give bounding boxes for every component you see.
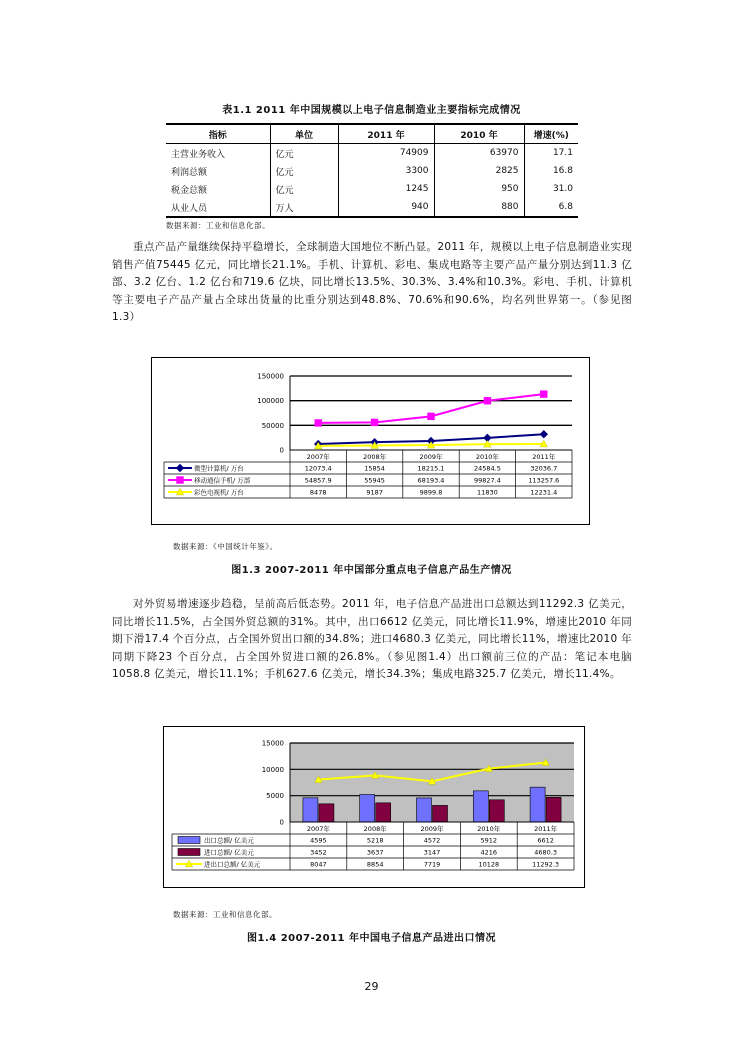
table-cell: 31.0 [552, 184, 573, 194]
table-cell: 63970 [434, 144, 524, 163]
data-label: 6612 [537, 836, 554, 845]
bar [417, 798, 432, 822]
data-label: 4572 [423, 836, 441, 845]
data-label: 12231.4 [530, 488, 558, 497]
y-tick-label: 5000 [266, 792, 284, 801]
data-label: 11292.3 [532, 860, 560, 869]
data-label: 113257.6 [528, 476, 560, 485]
data-point [484, 398, 490, 404]
table-cell: 880 [434, 198, 524, 217]
table-header-cell: 2010 年 [434, 124, 524, 144]
data-label: 3147 [423, 848, 441, 857]
data-label: 5912 [480, 836, 498, 845]
table-cell: 万人 [270, 198, 338, 217]
chart-production [151, 357, 590, 525]
table-source: 数据来源：工业和信息化部。 [166, 221, 270, 230]
bar [360, 795, 375, 822]
legend-swatch [178, 849, 200, 856]
table-cell: 利润总额 [166, 162, 270, 180]
table-cell: 从业人员 [166, 198, 270, 217]
paragraph-trade [112, 596, 632, 684]
y-tick-label: 15000 [261, 739, 284, 748]
table-cell: 税金总额 [166, 180, 270, 198]
legend-label: 进口总额/ 亿美元 [204, 848, 254, 857]
table-cell: 74909 [338, 144, 434, 163]
table-row [166, 198, 578, 217]
data-label: 3452 [310, 848, 327, 857]
bar [530, 787, 545, 822]
figure-source: 数据来源：《中国统计年鉴》。 [173, 542, 278, 551]
bar [546, 797, 561, 822]
legend-marker [177, 465, 184, 472]
data-label: 54857.9 [304, 476, 332, 485]
data-label: 32036.7 [530, 464, 558, 473]
x-tick-label: 2010年 [475, 453, 499, 461]
bar [473, 791, 488, 822]
legend-label: 移动通信手机/ 万部 [194, 476, 251, 485]
table-cell: 1245 [338, 180, 434, 198]
production-line-chart [152, 358, 589, 524]
data-label: 18215.1 [417, 464, 445, 473]
table-cell: 3300 [338, 162, 434, 180]
bar [489, 800, 504, 822]
bar [319, 804, 334, 822]
page-number: 29 [364, 980, 379, 993]
data-point [315, 420, 321, 426]
legend-label: 微型计算机/ 万台 [194, 464, 244, 473]
data-label: 5218 [366, 836, 384, 845]
data-point [540, 431, 547, 438]
chart-trade [163, 726, 585, 888]
y-tick-label: 100000 [257, 397, 284, 406]
table-header-cell: 2011 年 [338, 124, 434, 144]
table-cell: 6.8 [558, 202, 573, 212]
x-tick-label: 2008年 [363, 453, 387, 461]
table-cell: 2825 [434, 162, 524, 180]
paragraph-text: 对外贸易增速逐步趋稳，呈前高后低态势。2011 年，电子信息产品进出口总额达到11292.3 亿美元，同比增长11.5%，占全国外贸总额的31%。其中，出口6612 亿美元，同比增长11.9%，增速比2010 年同期下滑17.4 个百分点，占全国外贸出口额的34.8%；进口4680.3 亿美元，同比增长11%，增速比2010 年同期下降23 个百分点，占全国外贸进口额的26.8%。（参见图1.4）出口额前三位的产品：笔记本电脑1058.8 亿美元，增长11.1%；手机627.6 亿美元，增长34.3%；集成电路325.7 亿美元，增长11.4%。 [112, 598, 632, 681]
table-caption: 表1.1 2011 年中国规模以上电子信息制造业主要指标完成情况 [222, 105, 521, 116]
legend-label: 出口总额/ 亿美元 [204, 836, 254, 845]
y-tick-label: 0 [279, 818, 284, 827]
data-point [428, 413, 434, 419]
table-header-row [166, 124, 578, 144]
table-row [166, 180, 578, 198]
data-label: 99827.4 [473, 476, 501, 485]
figure-caption: 图1.3 2007-2011 年中国部分重点电子信息产品生产情况 [231, 565, 512, 576]
table-header-cell: 单位 [270, 124, 338, 144]
indicator-table [166, 123, 578, 218]
legend-label: 彩色电视机/ 万台 [194, 488, 244, 497]
paragraph-text: 重点产品产量继续保持平稳增长，全球制造大国地位不断凸显。2011 年，规模以上电子信息制造业实现销售产值75445 亿元，同比增长21.1%。手机、计算机、彩电、集成电路等主要产品产量分别达到11.3 亿部、3.2 亿台、1.2 亿台和719.6 亿块，同比增长13.5%、30.3%、3.4%和10.3%。彩电、手机、计算机等主要电子产品产量占全球出货量的比重分别达到48.8%、70.6%和90.6%，均名列世界第一。（参见图1.3） [112, 241, 632, 324]
data-label: 8047 [310, 860, 327, 869]
data-label: 11830 [477, 488, 498, 497]
legend-swatch [178, 837, 200, 844]
x-tick-label: 2011年 [532, 453, 556, 461]
data-label: 8478 [309, 488, 327, 497]
table-header-cell: 增速(%) [533, 130, 569, 141]
table-cell: 17.1 [552, 148, 573, 158]
y-tick-label: 0 [279, 446, 284, 455]
data-label: 4216 [480, 848, 498, 857]
x-tick-label: 2007年 [306, 825, 330, 833]
data-label: 7719 [423, 860, 441, 869]
y-tick-label: 150000 [257, 372, 284, 381]
x-tick-label: 2011年 [534, 825, 558, 833]
data-label: 9899.8 [419, 488, 443, 497]
table-cell: 主营业务收入 [166, 144, 270, 163]
table-cell: 亿元 [270, 144, 338, 163]
x-tick-label: 2010年 [477, 825, 501, 833]
legend-marker [177, 477, 183, 483]
y-tick-label: 10000 [261, 765, 284, 774]
x-tick-label: 2007年 [306, 453, 330, 461]
data-point [541, 391, 547, 397]
data-label: 68193.4 [417, 476, 445, 485]
x-tick-label: 2009年 [419, 453, 443, 461]
table-cell: 940 [338, 198, 434, 217]
data-label: 9187 [366, 488, 383, 497]
data-label: 10128 [478, 860, 500, 869]
table-row [166, 144, 578, 163]
data-point [371, 419, 377, 425]
x-tick-label: 2009年 [420, 825, 444, 833]
bar [303, 798, 318, 822]
table-cell: 16.8 [552, 166, 573, 176]
data-label: 24584.5 [473, 464, 501, 473]
table-cell: 950 [434, 180, 524, 198]
trade-bar-chart [164, 727, 584, 887]
table-cell: 亿元 [270, 180, 338, 198]
legend-label: 进出口总额/ 亿美元 [204, 860, 261, 869]
data-label: 4595 [310, 836, 327, 845]
data-label: 55945 [364, 476, 385, 485]
x-tick-label: 2008年 [363, 825, 387, 833]
figure-source: 数据来源：工业和信息化部。 [173, 910, 277, 919]
paragraph-production [112, 239, 632, 327]
table-header-cell: 指标 [166, 124, 270, 144]
table-row [166, 162, 578, 180]
bar [433, 805, 448, 822]
figure-caption: 图1.4 2007-2011 年中国电子信息产品进出口情况 [247, 933, 496, 944]
data-label: 12073.4 [304, 464, 332, 473]
data-label: 3637 [366, 848, 384, 857]
table-cell: 亿元 [270, 162, 338, 180]
y-tick-label: 50000 [261, 421, 284, 430]
data-label: 15854 [364, 464, 385, 473]
data-label: 4680.3 [534, 848, 557, 857]
data-label: 8854 [366, 860, 384, 869]
bar [376, 803, 391, 822]
